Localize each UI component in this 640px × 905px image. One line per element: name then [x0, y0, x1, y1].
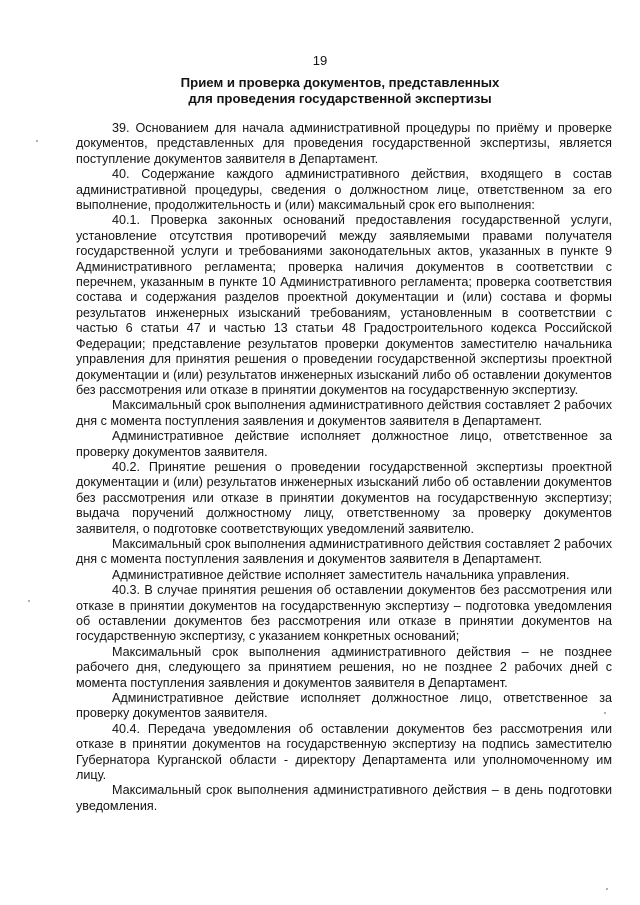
- scan-speck: [604, 712, 606, 714]
- section-heading: [80, 75, 600, 106]
- paragraph-40-3: 40.3. В случае принятия решения об оставлении документов без рассмотрения или отказе в принятии документов на государственную экспертизу – подготовка уведомления об оставлении документов без рассмотрения или отказе в принятии документов на государственную экспертизу, с указанием конкретных оснований;: [76, 583, 612, 644]
- paragraph-40-1: 40.1. Проверка законных оснований предоставления государственной услуги, установление отсутствия противоречий между заявляемыми правами получателя государственной услуги и требованиями законодательных актов, указанных в пункте 9 Административного регламента; проверка наличия документов в соответствии с перечнем, указанным в пункте 10 Административного регламента; проверка соответствия состава и содержания разделов проектной документации и (или) состава и формы результатов инженерных изысканий требованиям, установленным в соответствии с частью 6 статьи 47 и частью 13 статьи 48 Градостроительного кодекса Российской Федерации; представление результатов проверки документов заместителю начальника управления для принятия решения о проведении государственной экспертизы проектной документации и (или) результатов инженерных изысканий либо об оставлении документов без рассмотрения или отказе в принятии документов на государственную экспертизу.: [76, 213, 612, 397]
- paragraph-40-2: 40.2. Принятие решения о проведении государственной экспертизы проектной документации и (или) результатов инженерных изысканий либо об оставлении документов без рассмотрения или отказе в принятии документов на государственную экспертизу; выдача поручений должностному лицу, ответственному за проверку документов заявителя, о подготовке соответствующих уведомлений заявителю.: [76, 459, 612, 536]
- paragraph-40-4-max-term: Максимальный срок выполнения административного действия – в день подготовки уведомления.: [76, 783, 612, 813]
- paragraph-40-3-executor: Административное действие исполняет должностное лицо, ответственное за проверку документов заявителя.: [76, 691, 612, 721]
- paragraph-40-2-executor: Административное действие исполняет заместитель начальника управления.: [112, 567, 570, 582]
- page-number: 19: [312, 53, 328, 68]
- section-heading-line-1: Прием и проверка документов, представленных: [180, 75, 500, 90]
- paragraph-40-2-max-term: Максимальный срок выполнения административного действия составляет 2 рабочих дня с момента поступления заявления и документов заявителя в Департамент.: [76, 536, 612, 567]
- paragraph-40-1-max-term: Максимальный срок выполнения административного действия составляет 2 рабочих дня с момента поступления заявления и документов заявителя в Департамент.: [76, 398, 612, 428]
- section-heading-line-2: для проведения государственной экспертизы: [188, 90, 492, 106]
- paragraph-40-3-max-term: Максимальный срок выполнения административного действия – не позднее рабочего дня, следующего за принятием решения, но не позднее 2 рабочих дней с момента поступления заявления и документов заявителя в Департамент.: [76, 644, 612, 690]
- scan-speck: [28, 600, 30, 602]
- document-body: [76, 121, 612, 814]
- scan-speck: [36, 140, 38, 142]
- paragraph-40-4: 40.4. Передача уведомления об оставлении документов без рассмотрения или отказе в принятии документов на государственную экспертизу на подпись заместителю Губернатора Курганской области - директору Департамента или уполномоченному им лицу.: [76, 721, 612, 783]
- scan-speck: [606, 888, 608, 890]
- paragraph-40-1-executor: Административное действие исполняет должностное лицо, ответственное за проверку документов заявителя.: [76, 429, 612, 459]
- paragraph-40: 40. Содержание каждого административного действия, входящего в состав административной процедуры, сведения о должностном лице, ответственном за его выполнение, продолжительность и (или) максимальный срок его выполнения:: [76, 167, 612, 213]
- paragraph-39: 39. Основанием для начала административной процедуры по приёму и проверке документов, представленных для проведения государственной экспертизы, является поступление документов заявителя в Департамент.: [76, 121, 612, 166]
